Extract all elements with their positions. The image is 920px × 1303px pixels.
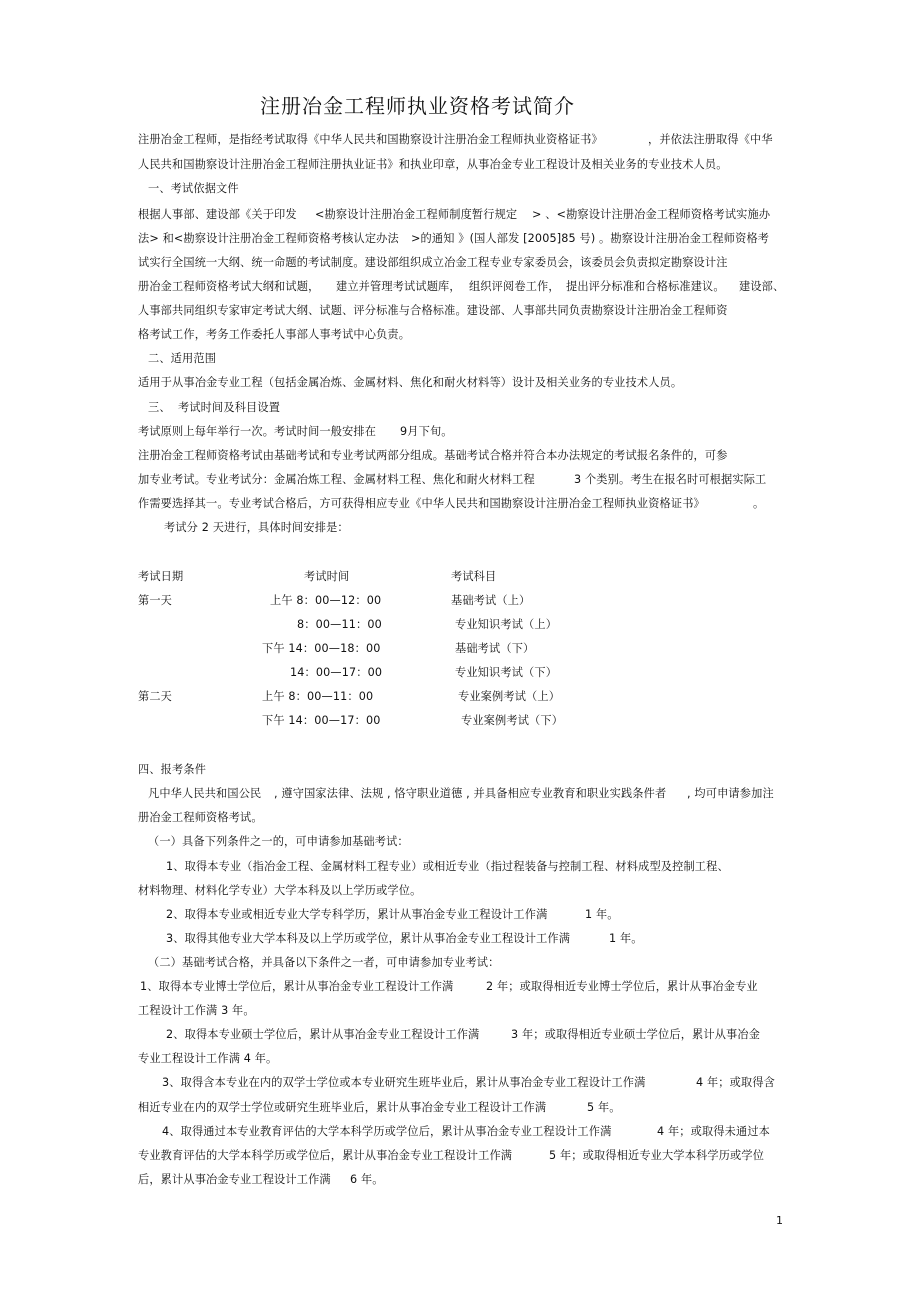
body-line: 材料物理、材料化学专业）大学本科及以上学历或学位。 [138, 884, 422, 897]
body-line: , 恪守职业道德 , 并具备相应专业教育和职业实践条件者 [387, 787, 667, 800]
table-cell-time: 上午 8：00—11：00 [262, 690, 374, 703]
body-line: 5 年；或取得相近专业大学本科学历或学位 [549, 1149, 765, 1162]
subsection-heading: （一）具备下列条件之一的，可申请参加基础考试： [148, 835, 409, 848]
body-line: 1、取得本专业（指冶金工程、金属材料工程专业）或相近专业（指过程装备与控制工程、材料成型及控制工程、 [166, 860, 729, 873]
table-cell-time: 8：00—11：00 [297, 618, 382, 631]
table-cell-subject: 专业案例考试（上） [458, 690, 561, 703]
table-cell-subject: 专业知识考试（下） [455, 666, 558, 679]
body-line: 格考试工作，考务工作委托人事部人事考试中心负责。 [138, 328, 411, 341]
table-cell-subject: 基础考试（上） [451, 594, 531, 607]
body-line: 凡中华人民共和国公民 [148, 787, 262, 800]
page-title: 注册冶金工程师执业资格考试简介 [260, 94, 575, 118]
intro-line: ，并依法注册取得《中华 [648, 133, 773, 146]
body-line: 6 年。 [350, 1173, 384, 1186]
body-line: 提出评分标准和合格标准建议。 [566, 280, 725, 293]
body-line: 2 年；或取得相近专业博士学位后，累计从事冶金专业 [486, 980, 758, 993]
body-line: 注册冶金工程师资格考试由基础考试和专业考试两部分组成。基础考试合格并符合本办法规定的考试报名条件的，可参 [138, 449, 728, 462]
section-heading: 四、报考条件 [138, 763, 207, 776]
body-line: 法> 和<勘察设计注册冶金工程师资格考核认定办法 [138, 232, 399, 245]
body-line: 建设部、 [739, 280, 785, 293]
body-line: , 均可申请参加注 [687, 787, 774, 800]
body-line: 4、取得通过本专业教育评估的大学本科学历或学位后，累计从事冶金专业工程设计工作满 [162, 1125, 612, 1138]
body-line: , 遵守国家法律、法规 [274, 787, 384, 800]
body-line: 3、取得含本专业在内的双学士学位或本专业研究生班毕业后，累计从事冶金专业工程设计工作满 [162, 1076, 646, 1089]
body-line: 组织评阅卷工作， [469, 280, 560, 293]
body-line: 册冶金工程师资格考试大纲和试题， [138, 280, 320, 293]
body-line: 人事部共同组织专家审定考试大纲、试题、评分标准与合格标准。建设部、人事部共同负责勘察设计注册冶金工程师资 [138, 304, 728, 317]
body-line: 册冶金工程师资格考试。 [138, 811, 263, 824]
table-cell-time: 下午 14：00—17：00 [262, 714, 381, 727]
table-header-date: 考试日期 [138, 570, 184, 583]
table-cell-day: 第二天 [138, 690, 173, 703]
table-cell-subject: 基础考试（下） [455, 642, 535, 655]
body-line: 适用于从事冶金专业工程（包括金属冶炼、金属材料、焦化和耐火材料等）设计及相关业务的专业技术人员。 [138, 376, 683, 389]
body-line: 根据人事部、建设部《关于印发 [138, 208, 297, 221]
body-line: 9月下旬。 [400, 425, 453, 438]
body-line: 1 年。 [609, 932, 643, 945]
body-line: 2、取得本专业硕士学位后，累计从事冶金专业工程设计工作满 [166, 1028, 480, 1041]
page-number: 1 [776, 1214, 784, 1227]
body-line: 考试原则上每年举行一次。考试时间一般安排在 [138, 425, 377, 438]
intro-line: 人民共和国勘察设计注册冶金工程师注册执业证书》和执业印章，从事冶金专业工程设计及相关业务的专业技术人员。 [138, 158, 728, 171]
body-line: 工程设计工作满 3 年。 [138, 1004, 255, 1017]
body-line: 相近专业在内的双学士学位或研究生班毕业后，累计从事冶金专业工程设计工作满 [138, 1101, 547, 1114]
table-cell-day: 第一天 [138, 594, 173, 607]
body-line: 专业工程设计工作满 4 年。 [138, 1052, 278, 1065]
body-line: 。 [753, 497, 765, 510]
body-line: 1、取得本专业博士学位后，累计从事冶金专业工程设计工作满 [140, 980, 454, 993]
section-heading: 一、考试依据文件 [148, 182, 239, 195]
body-line: <勘察设计注册冶金工程师制度暂行规定 [315, 208, 518, 221]
body-line: 考试分 2 天进行，具体时间安排是： [164, 521, 349, 534]
table-cell-subject: 专业知识考试（上） [455, 618, 558, 631]
subsection-heading: （二）基础考试合格，并具备以下条件之一者，可申请参加专业考试： [148, 956, 500, 969]
body-line: 试实行全国统一大纲、统一命题的考试制度。建设部组织成立冶金工程专业专家委员会，该委员会负责拟定勘察设计注 [138, 256, 728, 269]
table-header-time: 考试时间 [304, 570, 350, 583]
body-line: > 、<勘察设计注册冶金工程师资格考试实施办 [532, 208, 771, 221]
body-line: 2、取得本专业或相近专业大学专科学历，累计从事冶金专业工程设计工作满 [166, 908, 548, 921]
table-cell-time: 下午 14：00—18：00 [262, 642, 381, 655]
table-cell-subject: 专业案例考试（下） [461, 714, 564, 727]
body-line: 4 年；或取得未通过本 [657, 1125, 771, 1138]
section-heading: 考试时间及科目设置 [178, 401, 281, 414]
body-line: 后，累计从事冶金专业工程设计工作满 [138, 1173, 331, 1186]
section-number: 三、 [148, 401, 171, 414]
body-line: 3 年；或取得相近专业硕士学位后，累计从事冶金 [511, 1028, 761, 1041]
intro-line: 注册冶金工程师，是指经考试取得《中华人民共和国勘察设计注册冶金工程师执业资格证书》 [138, 133, 603, 146]
body-line: >的通知 》(国人部发 [2005]85 号) 。勘察设计注册冶金工程师资格考 [411, 232, 770, 245]
body-line: 专业教育评估的大学本科学历或学位后，累计从事冶金专业工程设计工作满 [138, 1149, 513, 1162]
body-line: 1 年。 [585, 908, 619, 921]
body-line: 3、取得其他专业大学本科及以上学历或学位，累计从事冶金专业工程设计工作满 [166, 932, 571, 945]
table-cell-time: 14：00—17：00 [290, 666, 383, 679]
body-line: 作需要选择其一。专业考试合格后，方可获得相应专业《中华人民共和国勘察设计注册冶金工程师执业资格证书》 [138, 497, 705, 510]
table-header-subject: 考试科目 [451, 570, 497, 583]
body-line: 5 年。 [587, 1101, 621, 1114]
body-line: 4 年；或取得含 [696, 1076, 775, 1089]
table-cell-time: 上午 8：00—12：00 [270, 594, 382, 607]
body-line: 3 个类别。考生在报名时可根据实际工 [574, 473, 767, 486]
section-heading: 二、适用范围 [148, 352, 217, 365]
body-line: 加专业考试。专业考试分：金属冶炼工程、金属材料工程、焦化和耐火材料工程 [138, 473, 535, 486]
body-line: 建立并管理考试试题库， [336, 280, 461, 293]
